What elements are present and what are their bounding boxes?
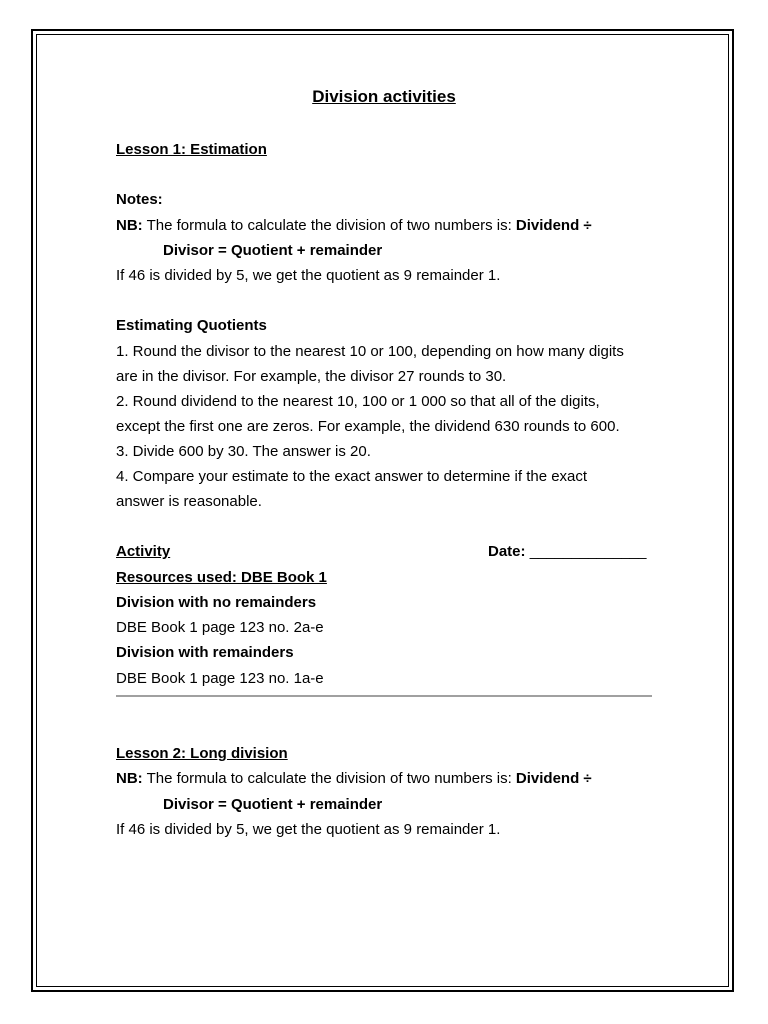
lesson1-formula-line2: Divisor = Quotient + remainder [163, 242, 383, 259]
lesson1-example: If 46 is divided by 5, we get the quotient as 9 remainder 1. [116, 267, 501, 284]
estimating-quotients-heading: Estimating Quotients [116, 317, 267, 334]
date-label: Date: [488, 543, 530, 560]
lesson2-example: If 46 is divided by 5, we get the quotient as 9 remainder 1. [116, 821, 501, 838]
step-line: are in the divisor. For example, the divisor 27 rounds to 30. [116, 368, 507, 385]
nb-dividend: Dividend ÷ [515, 770, 592, 787]
remainders-ref: DBE Book 1 page 123 no. 1a-e [116, 670, 324, 687]
nb-label: NB: [116, 217, 143, 234]
step-line: 4. Compare your estimate to the exact answer to determine if the exact [116, 468, 588, 485]
date-field [488, 543, 646, 561]
nb-label: NB: [116, 770, 143, 787]
lesson2-nb-line [116, 770, 592, 788]
no-remainders-heading: Division with no remainders [116, 594, 317, 611]
lesson1-heading: Lesson 1: Estimation [116, 141, 267, 158]
resources-used: Resources used: DBE Book 1 [116, 569, 327, 586]
step-line: answer is reasonable. [116, 493, 262, 510]
date-blank: ______________ [529, 543, 647, 560]
nb-text: The formula to calculate the division of two numbers is: [142, 217, 516, 234]
lesson1-nb-line [116, 217, 592, 235]
lesson2-heading: Lesson 2: Long division [116, 745, 288, 762]
lesson2-formula-line2: Divisor = Quotient + remainder [163, 796, 383, 813]
nb-dividend: Dividend ÷ [515, 217, 592, 234]
remainders-heading: Division with remainders [116, 644, 294, 661]
no-remainders-ref: DBE Book 1 page 123 no. 2a-e [116, 619, 324, 636]
section-divider [116, 695, 652, 697]
step-line: 3. Divide 600 by 30. The answer is 20. [116, 443, 371, 460]
document-title: Division activities [312, 87, 456, 106]
notes-label: Notes: [116, 191, 163, 208]
nb-text: The formula to calculate the division of two numbers is: [142, 770, 516, 787]
step-line: except the first one are zeros. For example, the dividend 630 rounds to 600. [116, 418, 620, 435]
activity-label: Activity [116, 543, 171, 560]
step-line: 2. Round dividend to the nearest 10, 100 or 1 000 so that all of the digits, [116, 393, 600, 410]
step-line: 1. Round the divisor to the nearest 10 or 100, depending on how many digits [116, 343, 624, 360]
